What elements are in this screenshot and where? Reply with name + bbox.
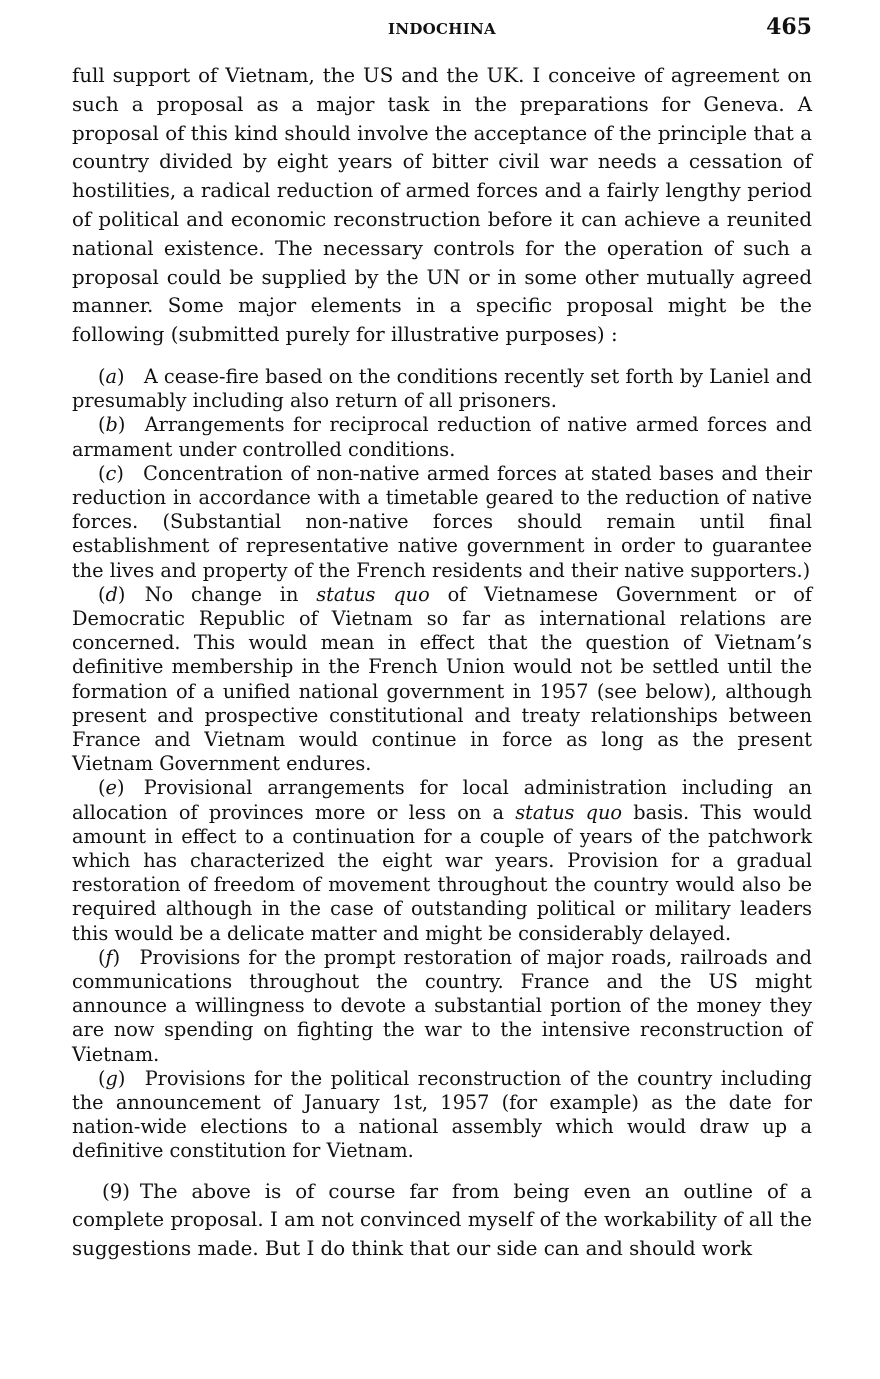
list-item-d: (d) No change in status quo of Vietnamese Government or of Democratic Republic of Vietnam so far as international relations are concerned. This would mean in effect that the question of Vietnam’s definitive membership in the French Union would not be settled until the formation of a unified national government in 1957 (see below), although present and prospective constitutional and treaty relationships between France and Vietnam would continue in force as long as the present Vietnam Government endures. [72, 582, 812, 776]
item-label: f [105, 945, 113, 969]
item-label: d [105, 582, 118, 606]
item-label: a [105, 364, 118, 388]
list-item-a: (a) A cease-fire based on the conditions recently set forth by Laniel and presumably including also return of all prisoners. [72, 364, 812, 413]
list-item-b: (b) Arrangements for reciprocal reduction of native armed forces and armament under controlled conditions. [72, 413, 812, 461]
closing-text: The above is of course far from being even an outline of a complete proposal. I am not convinced myself of the workability of all the suggestions made. But I do think that our side can and should work [72, 1179, 812, 1261]
item-label: c [105, 461, 117, 485]
item-label: g [105, 1066, 118, 1090]
list-item-g: (g) Provisions for the political reconstruction of the country including the announcement of January 1st, 1957 (for example) as the date for nation-wide elections to a national assembly which would draw up a definitive constitution for Vietnam. [72, 1066, 812, 1163]
item-text: Arrangements for reciprocal reduction of native armed forces and armament under controlled conditions. [72, 413, 812, 461]
intro-paragraph: full support of Vietnam, the US and the UK. I conceive of agreement on such a proposal as a major task in the preparations for Geneva. A proposal of this kind should involve the acceptance of the principle that a country divided by eight years of bitter civil war needs a cessation of hostilities, a radical reduction of armed forces and a fairly lengthy period of political and economic reconstruction before it can achieve a reunited national existence. The necessary controls for the operation of such a proposal could be supplied by the UN or in some other mutually agreed manner. Some major elements in a specific proposal might be the following (submitted purely for illustrative purposes) : [72, 64, 812, 347]
item-text-italic: status quo [316, 582, 430, 606]
list-item-c: (c) Concentration of non-native armed forces at stated bases and their reduction in accordance with a timetable geared to the reduction of native forces. (Substantial non-native forces should remain until final establishment of representative native government in order to guarantee the lives and property of the French residents and their native supporters.) [72, 461, 812, 582]
item-text-pre: No change in [144, 582, 299, 606]
item-text-post: basis. This would amount in effect to a continuation for a couple of years of the patchwork which has characterized the eight war years. Provision for a gradual restoration of freedom of movement throughout the country would also be required although in the case of outstanding political or military leaders this would be a delicate matter and might be considerably delayed. [72, 800, 812, 945]
closing-paragraph [72, 1178, 812, 1264]
proposal-elements-list [72, 365, 812, 1164]
item-text: Provisions for the prompt restoration of major roads, railroads and communications throughout the country. France and the US might announce a willingness to devote a substantial portion of the money they are now spending on fighting the war to the intensive reconstruction of Vietnam. [72, 945, 812, 1066]
item-text-pre: Provisional arrangements for local administration including an allocation of provinces more or less on a [72, 776, 812, 824]
document-page [72, 14, 812, 1264]
list-item-f: (f) Provisions for the prompt restoration of major roads, railroads and communications throughout the country. France and the US might announce a willingness to devote a substantial portion of the money they are now spending on fighting the war to the intensive reconstruction of Vietnam. [72, 945, 812, 1066]
page-header [72, 14, 812, 48]
list-item-e: (e) Provisional arrangements for local administration including an allocation of provinces more or less on a status quo basis. This would amount in effect to a continuation for a couple of years of the patchwork which has characterized the eight war years. Provision for a gradual restoration of freedom of movement throughout the country would also be required although in the case of outstanding political or military leaders this would be a delicate matter and might be considerably delayed. [72, 776, 812, 945]
item-text-post: of Vietnamese Government or of Democratic Republic of Vietnam so far as international relations are concerned. This would mean in effect that the question of Vietnam’s definitive membership in the French Union would not be settled until the formation of a unified national government in 1957 (see below), although present and prospective constitutional and treaty relationships between France and Vietnam would continue in force as long as the present Vietnam Government endures. [72, 582, 812, 776]
running-head: INDOCHINA [388, 20, 496, 38]
item-label: e [105, 776, 117, 800]
item-label: b [105, 413, 118, 437]
item-text: A cease-fire based on the conditions recently set forth by Laniel and presumably including also return of all prisoners. [72, 364, 812, 413]
item-text: Concentration of non-native armed forces at stated bases and their reduction in accordance with a timetable geared to the reduction of native forces. (Substantial non-native forces should remain until final establishment of representative native government in order to guarantee the lives and property of the French residents and their native supporters.) [72, 461, 812, 582]
item-text: Provisions for the political reconstruction of the country including the announcement of January 1st, 1957 (for example) as the date for nation-wide elections to a national assembly which would draw up a definitive constitution for Vietnam. [72, 1066, 812, 1163]
paragraph-number: (9) [102, 1179, 131, 1203]
page-number: 465 [766, 14, 812, 40]
item-text-italic: status quo [515, 800, 622, 824]
